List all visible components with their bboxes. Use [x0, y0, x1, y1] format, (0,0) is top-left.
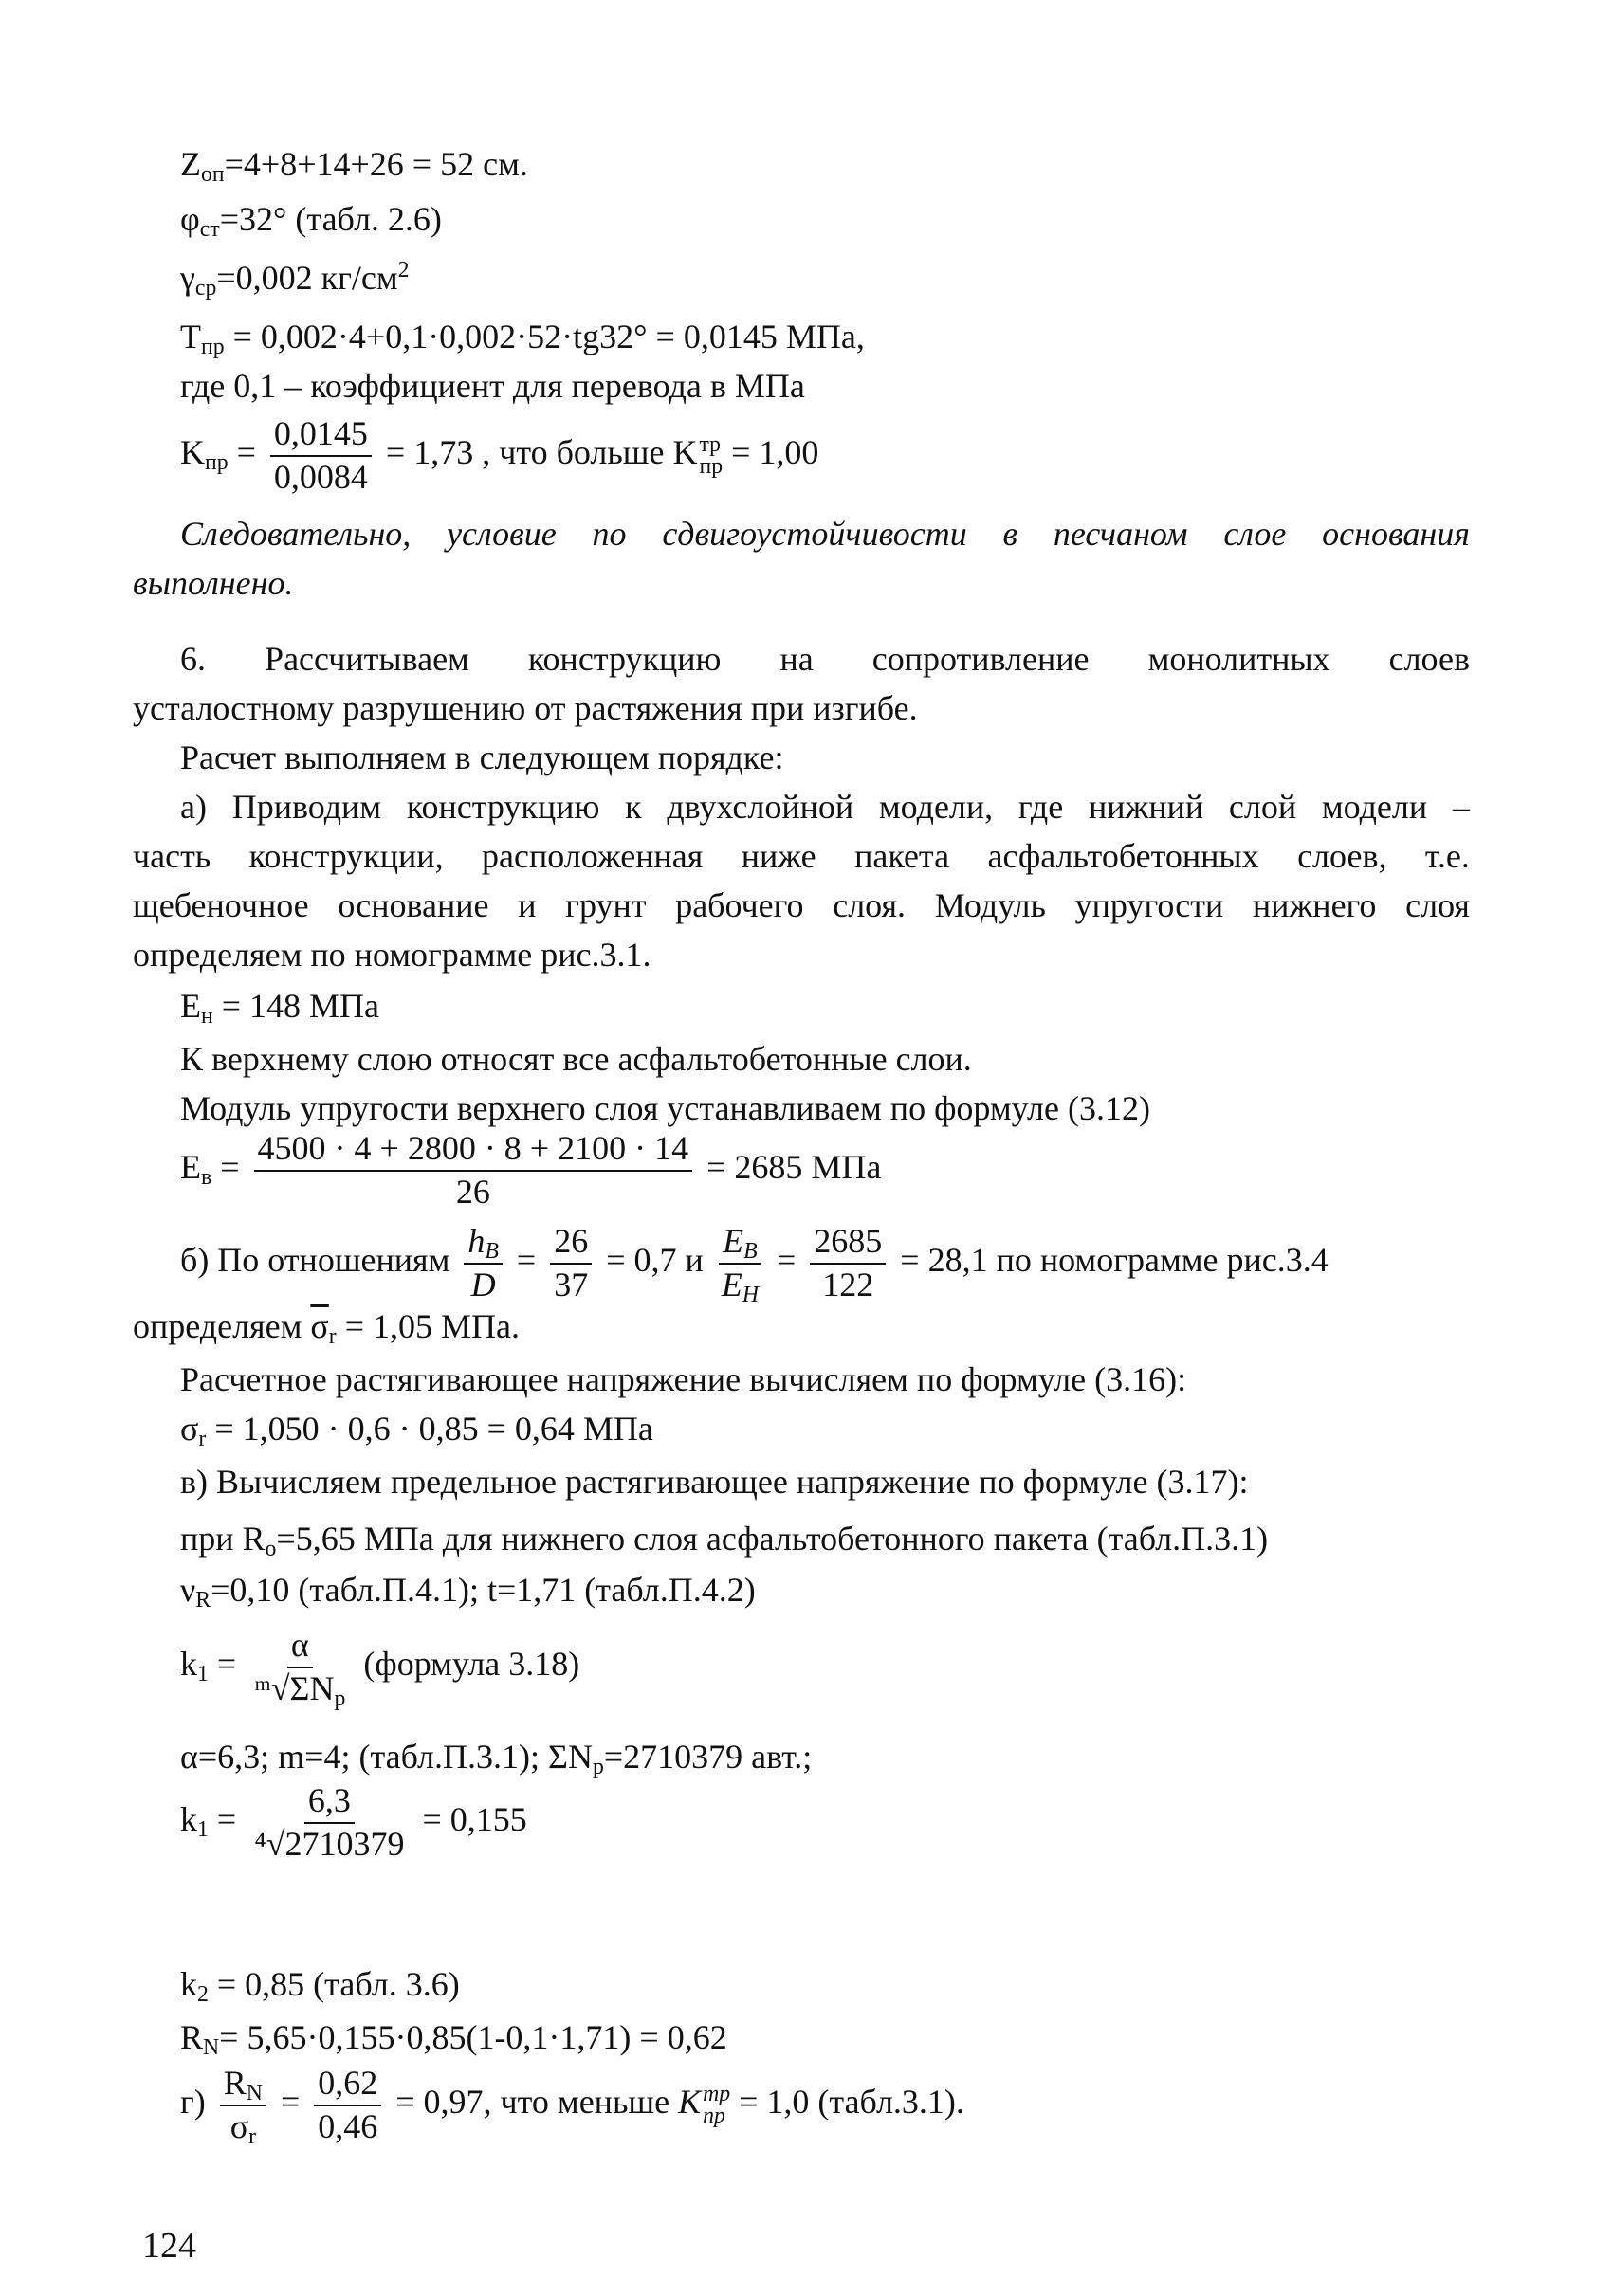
line-zop: [180, 142, 528, 187]
ev-fraction: [254, 1130, 693, 1211]
ev-denominator: 26: [455, 1172, 490, 1211]
g-k-symbol: K: [678, 2082, 702, 2121]
word: в: [1002, 515, 1018, 553]
word: ниже: [741, 837, 816, 875]
ev-numerator: 4500 · 4 + 2800 · 8 + 2100 · 14: [254, 1130, 693, 1172]
line-rn: [180, 2015, 727, 2060]
sigma-letter-sub: r: [248, 2123, 257, 2149]
kpr-equals: =: [228, 432, 256, 471]
sigma-denominator: [227, 2106, 260, 2149]
eb-eh-fraction: [718, 1222, 762, 1307]
word: конструкцию: [527, 640, 722, 678]
word: часть: [133, 837, 211, 875]
line-r0: [180, 1517, 1268, 1561]
word: слой: [1228, 788, 1297, 826]
sigma-letter: σ: [229, 2106, 249, 2145]
line-gde: где 0,1 – коэффициент для перевода в МПа: [180, 367, 805, 405]
zop-symbol: Z: [180, 145, 201, 183]
b-intro: б) По отношениям: [180, 1240, 450, 1279]
word: нижнего: [1252, 886, 1377, 924]
word: грунт: [565, 886, 647, 924]
word: конструкцию: [406, 788, 600, 826]
rn-sub: N: [203, 2034, 220, 2060]
word: модели: [1321, 788, 1428, 826]
eb-numerator: [719, 1223, 761, 1265]
word: нижний: [1088, 788, 1204, 826]
line-phi: [180, 197, 442, 242]
kpr-denominator: 0,0084: [273, 457, 368, 496]
paragraph-6-line-1: [180, 637, 1470, 682]
k1-fraction: [250, 1626, 349, 1711]
kpr-result: = 1,73 , что больше K: [385, 432, 698, 471]
rn-letter: R: [223, 2064, 247, 2102]
b-eq-2: = 0,7 и: [606, 1240, 704, 1279]
word: т.е.: [1424, 837, 1470, 875]
ratio-2685-122-num: 2685: [810, 1223, 886, 1265]
ratio-062-num: 0,62: [314, 2065, 381, 2106]
b-eq-1: =: [516, 1240, 537, 1279]
sigma-bar-sub: r: [328, 1323, 337, 1349]
ratio-2685-122-den: 122: [822, 1265, 874, 1303]
root-sum-np: ᵐ√ΣN: [254, 1668, 335, 1707]
nu-sub: R: [195, 1587, 211, 1613]
zop-value: =4+8+14+26 = 52 см.: [224, 145, 528, 183]
phi-value: =32° (табл. 2.6): [219, 200, 442, 238]
k1v-denominator: ⁴√2710379: [254, 1824, 405, 1863]
line-kpr: [180, 415, 818, 496]
line-alpha: [180, 1735, 812, 1779]
word: Следовательно,: [180, 515, 412, 553]
d-denominator: D: [470, 1265, 496, 1303]
g-eq-1: =: [280, 2082, 301, 2121]
word: к: [625, 788, 642, 826]
line-g: [180, 2064, 964, 2149]
line-nu: [180, 1568, 756, 1613]
eh-symbol: E: [180, 987, 201, 1025]
ev-result: = 2685 МПа: [706, 1147, 882, 1186]
k1v-symbol: k: [180, 1799, 197, 1838]
word: слое: [1223, 515, 1287, 553]
upper-layer-line: К верхнему слою относят все асфальтобетонные слои.: [180, 1040, 972, 1078]
k1-equals: =: [208, 1644, 237, 1683]
order-line: Расчет выполняем в следующем порядке:: [180, 738, 784, 776]
g-label: г): [180, 2082, 206, 2121]
sigma-intro-line: Расчетное растягивающее напряжение вычисляем по формуле (3.16):: [180, 1360, 1187, 1398]
paragraph-6-line-2: усталостному разрушению от растяжения при изгибе.: [133, 689, 918, 727]
ratio-046-den: 0,46: [318, 2106, 378, 2145]
word: монолитных: [1147, 640, 1330, 678]
r0-intro: при R: [180, 1520, 266, 1558]
line-gamma: [180, 256, 410, 301]
tpr-symbol: T: [180, 318, 201, 355]
kpr-symbol: K: [180, 432, 205, 471]
word: основания: [1322, 515, 1470, 553]
gamma-subscript: ср: [194, 275, 217, 301]
line-sigma-bar: [133, 1304, 520, 1349]
step-a-line-1: [180, 785, 1470, 829]
word: расположенная: [482, 837, 704, 875]
line-tpr: [180, 315, 865, 359]
eb-sub: B: [743, 1238, 758, 1264]
step-v-line: в) Вычисляем предельное растягивающее напряжение по формуле (3.17):: [180, 1463, 1249, 1501]
word: упругости: [1074, 886, 1224, 924]
gamma-symbol: γ: [180, 259, 195, 297]
k1v-numerator: 6,3: [304, 1782, 355, 1824]
step-a-line-2: [133, 834, 1470, 879]
g-k-indices: [703, 2084, 730, 2126]
step-a-line-3: [133, 884, 1470, 928]
sigma-symbol: σ: [180, 1410, 199, 1448]
sigma-bar-symbol: $\overline{\sigma}$: [310, 1307, 329, 1345]
g-eq-3: = 1,0 (табл.3.1).: [730, 2082, 964, 2121]
sigma-calc: = 1,050 · 0,6 · 0,85 = 0,64 МПа: [206, 1410, 653, 1448]
line-k1-value: [180, 1782, 527, 1863]
eh-denominator: [718, 1265, 762, 1307]
tpr-formula: = 0,002·4+0,1·0,002·52·tg32° = 0,0145 МПа,: [224, 318, 865, 355]
word: асфальтобетонных: [987, 837, 1259, 875]
rn-numerator: [220, 2065, 266, 2106]
word: а): [180, 788, 207, 826]
tpr-subscript: пр: [201, 334, 225, 359]
word: и: [518, 886, 537, 924]
word: условие: [447, 515, 557, 553]
modulus-line: Модуль упругости верхнего слоя устанавливаем по формуле (3.12): [180, 1089, 1150, 1127]
word: сдвигоустойчивости: [662, 515, 967, 553]
kpr-sup: тр: [699, 432, 722, 458]
word: Модуль: [934, 886, 1046, 924]
kpr-subscript: пр: [205, 449, 229, 475]
eh-sub: H: [742, 1282, 759, 1307]
gamma-exponent: 2: [397, 257, 410, 282]
conclusion-line-1: [180, 512, 1470, 556]
eh-value: = 148 МПа: [212, 987, 380, 1025]
word: Приводим: [231, 788, 382, 826]
word: модели,: [878, 788, 994, 826]
sigma-bar-value: = 1,05 МПа.: [336, 1307, 520, 1345]
hb-letter: h: [467, 1222, 486, 1260]
gamma-value: =0,002 кг/см: [216, 259, 398, 297]
b-eq-4: = 28,1 по номограмме рис.3.4: [900, 1240, 1329, 1279]
word: двухслойной: [667, 788, 854, 826]
line-k1-formula: [180, 1626, 580, 1711]
k1-sub: 1: [197, 1661, 209, 1686]
k2-value: = 0,85 (табл. 3.6): [208, 1965, 460, 2003]
line-eh: [180, 984, 379, 1029]
ev-symbol: E: [180, 1147, 201, 1186]
ratio-26-37: [550, 1223, 592, 1303]
conclusion-line-2: выполнено.: [133, 564, 294, 602]
word: Рассчитываем: [265, 640, 469, 678]
k1-numerator: α: [287, 1627, 313, 1668]
word: слоев: [1388, 640, 1470, 678]
alpha-text: α=6,3; m=4; (табл.П.3.1); ΣN: [180, 1738, 593, 1776]
eb-letter: E: [723, 1222, 744, 1260]
k2-symbol: k: [180, 1965, 197, 2003]
np-sub: p: [334, 1686, 346, 1711]
k1v-fraction: [250, 1782, 408, 1863]
rn-letter-sub: N: [246, 2080, 263, 2105]
rn-sigma-fraction: [220, 2064, 266, 2149]
g-eq-2: = 0,97, что меньше: [395, 2082, 679, 2121]
kpr-required: = 1,00: [723, 432, 819, 471]
r0-text: =5,65 МПа для нижнего слоя асфальтобетонного пакета (табл.П.3.1): [276, 1520, 1269, 1558]
k1-symbol: k: [180, 1644, 197, 1683]
rn-symbol: R: [180, 2018, 204, 2056]
rn-value: = 5,65·0,155·0,85(1-0,1·1,71) = 0,62: [219, 2018, 727, 2056]
ratio-062-046: [314, 2065, 381, 2145]
ratio-26-37-num: 26: [550, 1223, 592, 1265]
k1v-equals: =: [208, 1799, 237, 1838]
ratio-26-37-den: 37: [554, 1265, 589, 1303]
formula-ref: (формула 3.18): [363, 1644, 580, 1683]
word: по: [592, 515, 627, 553]
g-k-sup: тр: [703, 2082, 731, 2107]
page-number: 124: [142, 2226, 196, 2266]
k1-denominator: [250, 1668, 349, 1711]
alpha-sub: p: [592, 1754, 604, 1779]
ev-equals: =: [211, 1147, 240, 1186]
kpr-sub: пр: [699, 453, 724, 479]
eh-subscript: н: [201, 1003, 213, 1029]
step-a-line-4: определяем по номограмме рис.3.1.: [133, 936, 651, 974]
nu-symbol: ν: [180, 1571, 196, 1609]
k2-sub: 2: [197, 1981, 209, 2007]
word: песчаном: [1053, 515, 1188, 553]
word: рабочего: [675, 886, 804, 924]
word: конструкции,: [248, 837, 444, 875]
word: –: [1452, 788, 1470, 826]
sigma-sub: r: [198, 1426, 207, 1451]
word: слоя: [1405, 886, 1470, 924]
word: сопротивление: [871, 640, 1090, 678]
nu-text: =0,10 (табл.П.4.1); t=1,71 (табл.П.4.2): [211, 1571, 756, 1609]
alpha-value: =2710379 авт.;: [603, 1738, 813, 1776]
k1v-result: = 0,155: [422, 1799, 527, 1838]
line-k2: [180, 1962, 460, 2007]
ev-subscript: в: [201, 1164, 212, 1190]
hb-d-fraction: [464, 1223, 503, 1303]
line-ev: [180, 1130, 881, 1211]
word: основание: [338, 886, 489, 924]
word: на: [779, 640, 814, 678]
word: слоев,: [1297, 837, 1387, 875]
kpr-fraction: [270, 415, 372, 496]
r0-sub: o: [265, 1536, 277, 1561]
phi-subscript: ст: [199, 216, 220, 242]
phi-symbol: φ: [180, 200, 200, 238]
line-sigma-calc: [180, 1407, 653, 1451]
g-k-sub: пр: [703, 2103, 725, 2128]
b-eq-3: =: [776, 1240, 797, 1279]
eh-letter: E: [721, 1265, 742, 1303]
word: пакета: [854, 837, 950, 875]
line-b-ratios: [180, 1222, 1329, 1307]
zop-subscript: оп: [201, 161, 225, 187]
word: щебеночное: [133, 886, 309, 924]
hb-numerator: [464, 1223, 503, 1265]
kpr-numerator: 0,0145: [270, 415, 372, 457]
kpr-indices: [700, 434, 724, 477]
word: где: [1017, 788, 1064, 826]
k1v-sub: 1: [197, 1816, 209, 1842]
word: 6.: [180, 640, 206, 678]
word: слоя.: [833, 886, 907, 924]
sigma-bar-intro: определяем: [133, 1307, 311, 1345]
hb-sub: B: [485, 1238, 499, 1264]
ratio-2685-122: [810, 1223, 886, 1303]
